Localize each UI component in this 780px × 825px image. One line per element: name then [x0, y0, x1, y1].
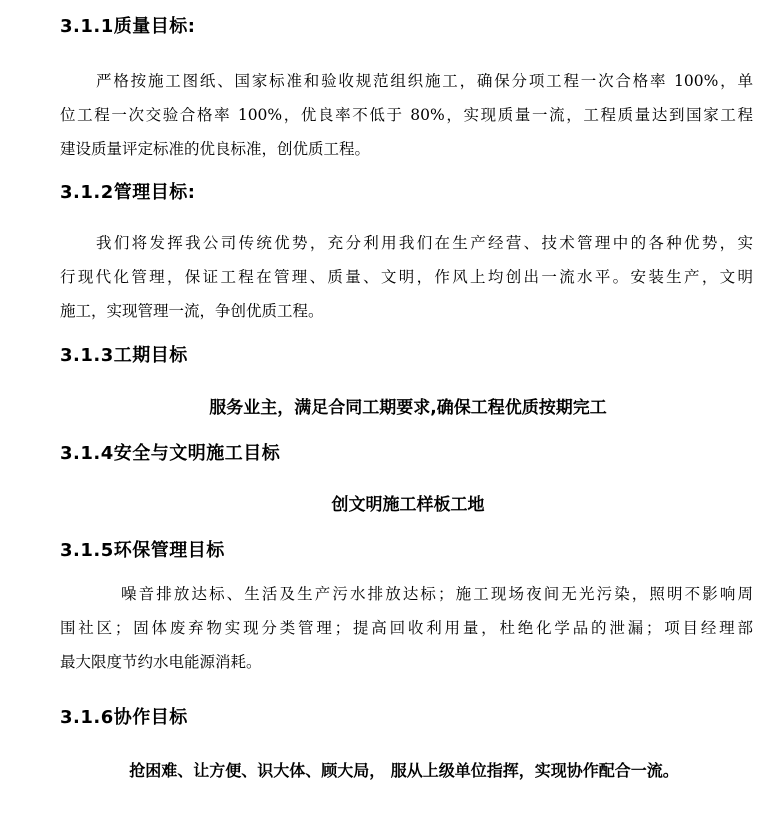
section-heading-quality: 3.1.1质量目标:	[60, 16, 196, 37]
section-heading-environment: 3.1.5环保管理目标	[60, 540, 225, 561]
section-body-environment	[60, 577, 753, 679]
body-line: 施工，实现管理一流，争创优质工程。	[60, 302, 324, 320]
section-heading-schedule: 3.1.3工期目标	[60, 345, 188, 366]
section-body-management	[60, 226, 753, 328]
body-line: 我们将发挥我公司传统优势，充分利用我们在生产经营、技术管理中的各种优势，实	[96, 234, 753, 252]
section-heading-safety: 3.1.4安全与文明施工目标	[60, 443, 281, 464]
section-statement-schedule: 服务业主，满足合同工期要求,确保工程优质按期完工	[209, 398, 607, 418]
section-heading-cooperation: 3.1.6协作目标	[60, 707, 188, 728]
section-heading-management: 3.1.2管理目标:	[60, 182, 196, 203]
body-line: 最大限度节约水电能源消耗。	[60, 653, 262, 671]
body-line: 位工程一次交验合格率 100%，优良率不低于 80%，实现质量一流，工程质量达到国家工程	[60, 106, 753, 124]
body-line: 严格按施工图纸、国家标准和验收规范组织施工，确保分项工程一次合格率 100%，单	[96, 72, 753, 90]
body-line: 行现代化管理，保证工程在管理、质量、文明，作风上均创出一流水平。安装生产，文明	[60, 268, 753, 286]
body-line: 噪音排放达标、生活及生产污水排放达标；施工现场夜间无光污染，照明不影响周	[121, 585, 753, 603]
body-line: 围社区；固体废弃物实现分类管理；提高回收利用量，杜绝化学品的泄漏；项目经理部	[60, 619, 753, 637]
section-body-quality	[60, 64, 753, 166]
section-statement-cooperation: 抢困难、让方便、识大体、顾大局， 服从上级单位指挥，实现协作配合一流。	[129, 761, 679, 780]
body-line: 建设质量评定标准的优良标准，创优质工程。	[60, 140, 371, 158]
section-statement-safety: 创文明施工样板工地	[331, 495, 485, 515]
